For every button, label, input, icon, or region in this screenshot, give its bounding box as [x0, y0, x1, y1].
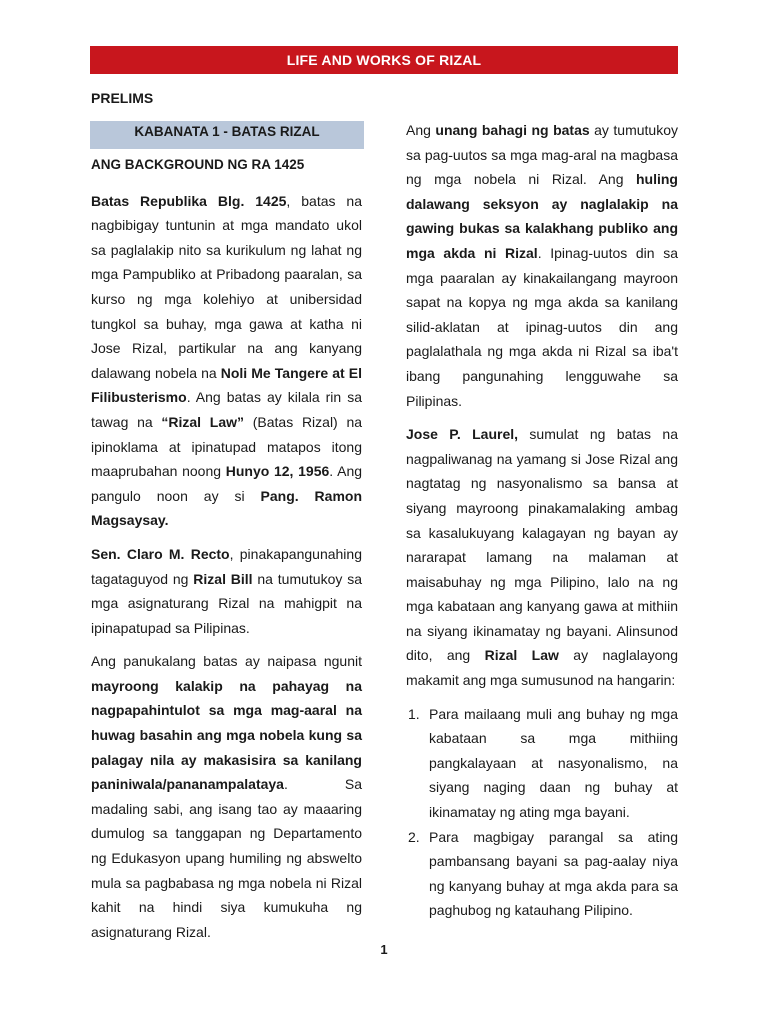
body-text: Ang panukalang batas ay naipasa ngunit	[91, 653, 362, 670]
body-text: Ang	[406, 122, 436, 138]
bold-text: Sen. Claro M. Recto	[91, 545, 230, 562]
list-number: 2.	[408, 828, 420, 845]
prelims-heading: PRELIMS	[91, 90, 154, 106]
goals-list	[406, 702, 678, 923]
bold-text: Noli Me Tangere at El Filibusterismo	[91, 364, 362, 406]
list-item	[406, 825, 678, 923]
bold-text: unang bahagi ng batas	[435, 122, 590, 138]
bold-text: Rizal Law	[484, 647, 559, 664]
paragraph-panukala	[91, 649, 362, 944]
bold-text: Pang. Ramon Magsaysay.	[91, 487, 362, 529]
page-number: 1	[380, 942, 388, 957]
body-text: ay naglalayong makamit ang mga sumusunod na hangarin:	[406, 647, 678, 689]
section-title: ANG BACKGROUND NG RA 1425	[91, 157, 305, 172]
body-text: . Ang batas ay kilala rin sa tawag na	[91, 389, 362, 430]
paragraph-laurel	[406, 422, 678, 693]
bold-text: Batas Republika Blg. 1425	[91, 192, 287, 209]
body-text: (Batas Rizal) na ipinoklama at ipinatupad matapos itong maaprubahan noong	[91, 413, 363, 480]
bold-text: Jose P. Laurel,	[406, 426, 519, 443]
body-text: . Ang pangulo noon ay si	[91, 463, 363, 504]
paragraph-ra1425	[91, 189, 362, 533]
document-title-banner: LIFE AND WORKS OF RIZAL	[90, 46, 678, 74]
bold-text: Rizal Bill	[193, 570, 253, 587]
body-text: , pinakapangunahing tagataguyod ng	[91, 545, 362, 587]
bold-text: Hunyo 12, 1956	[225, 463, 330, 480]
list-item	[406, 702, 678, 825]
paragraph-recto	[91, 542, 362, 640]
bold-text: huling dalawang seksyon ay naglalakip na gawing bukas sa kalakhang publiko ang mga akda ni Rizal	[406, 171, 678, 261]
body-text: sumulat ng batas na nagpaliwanag na yamang si Jose Rizal ang nagtatag ng nasyonalismo sa bansa at siyang mayroong pinakamalaking ambag sa kasalukuyang kalagayan ng bayan ay nararapat lamang na malaman at maisabuhay ng mga Pilipino, lalo na ng mga kabataan ang kanyang gawa at mithiin na siyang ikinamatay ng bayani. Alinsunod dito, ang	[406, 426, 678, 664]
body-text: , batas na nagbibigay tuntunin at mga mandato ukol sa paglalakip nito sa kurikulum ng lahat ng mga Pampubliko at Pribadong paaralan, sa kurso ng mga kolehiyo at unibersidad tungkol sa buhay, mga gawa at katha ni Jose Rizal, partikular na ang kanyang dalawang nobela na	[91, 192, 362, 381]
bold-text: “Rizal Law”	[161, 413, 245, 430]
body-text: . Sa madaling sabi, ang isang tao ay maaaring dumulog sa tanggapan ng Departamento ng Edukasyon upang humiling ng abswelto mula sa pagbabasa ng mga nobela ni Rizal kahit na hindi siya kumukuha ng asignaturang Rizal.	[91, 776, 362, 940]
list-text: Para magbigay parangal sa ating pambansang bayani sa pag-aalay niya ng kanyang buhay at mga akda para sa paghubog ng katauhang Pilipino.	[429, 828, 678, 919]
chapter-heading: KABANATA 1 - BATAS RIZAL	[90, 121, 364, 149]
right-column	[406, 118, 678, 923]
left-column	[91, 153, 362, 944]
list-number: 1.	[408, 705, 420, 722]
body-text: ay tumutukoy sa pag-uutos sa mga mag-aral na magbasa ng mga nobela ni Rizal. Ang	[406, 122, 678, 188]
body-text: na tumutukoy sa mga asignaturang Rizal na mahigpit na ipinapatupad sa Pilipinas.	[91, 570, 362, 636]
paragraph-unang-bahagi	[406, 118, 678, 413]
bold-text: mayroong kalakip na pahayag na nagpapahintulot sa mga mag-aaral na huwag basahin ang mga nobela kung sa palagay nila ay makasisira sa kanilang paniniwala/pananampalataya	[91, 677, 362, 793]
body-text: . Ipinag-uutos din sa mga paaralan ay kinakailangang mayroon sapat na kopya ng mga akda sa kanilang silid-aklatan at ipinag-uutos din ang paglalathala ng mga akda ni Rizal sa iba't ibang pangunahing lengguwahe sa Pilipinas.	[406, 244, 678, 409]
list-text: Para mailaang muli ang buhay ng mga kabataan sa mga mithiing pangkalayaan at nasyonalismo, na siyang naging daan ng buhay at ikinamatay ng ating mga bayani.	[429, 705, 678, 821]
